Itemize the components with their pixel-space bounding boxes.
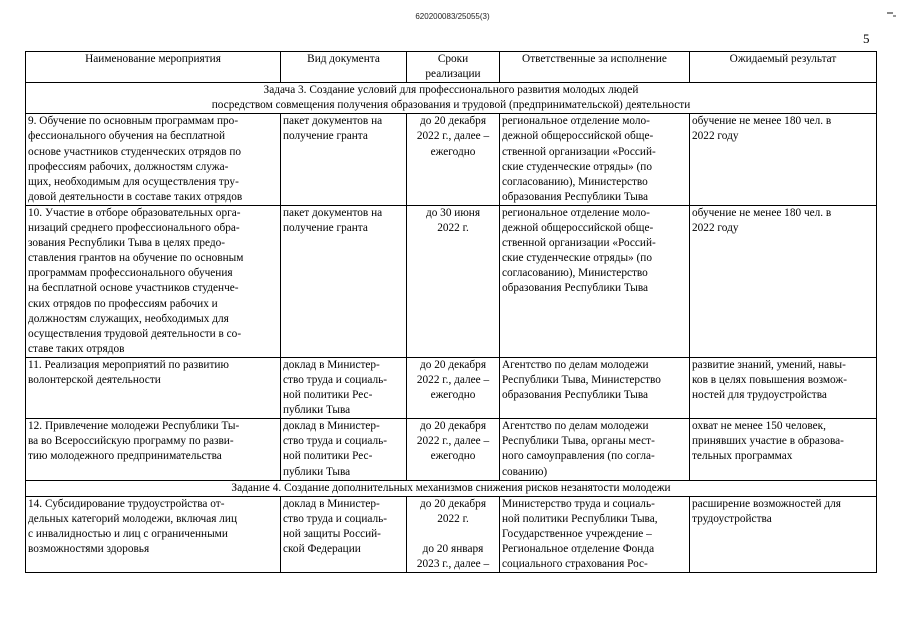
page-number: 5 [863,31,870,46]
scan-speck [893,15,896,17]
activities-table [25,51,877,573]
header-deadline: Сроки реализации [407,52,500,83]
scan-speck [887,12,893,14]
responsible: региональное отделение моло- дежной общероссийской обще- ственной организации «Россий- ские студенческие отряды» (по согласованию), Министерство образования Республики Тыва [500,114,690,206]
document-type: доклад в Министер- ство труда и социаль- ной защиты Россий- ской Федерации [281,496,407,572]
responsible: Министерство труда и социаль- ной политики Республики Тыва, Государственное учреждение – Региональное отделение Фонда социального страхования Рос- [500,496,690,572]
table-row [26,419,877,480]
deadline: до 20 декабря 2022 г., далее – ежегодно [407,114,500,206]
task-row [26,83,877,114]
header-expected-result: Ожидаемый результат [690,52,877,83]
task-3-heading: Задача 3. Создание условий для профессионального развития молодых людей посредством совмещения получения образования и трудовой (предпринимательской) деятельности [26,83,877,114]
document-type: доклад в Министер- ство труда и социаль- ной политики Рес- публики Тыва [281,419,407,480]
activity-name: 14. Субсидирование трудоустройства от- дельных категорий молодежи, включая лиц с инвалидностью и лиц с ограниченными возможностями здоровья [26,496,281,572]
deadline: до 20 декабря 2022 г. до 20 января 2023 г., далее – [407,496,500,572]
activity-name: 9. Обучение по основным программам про- фессионального обучения на бесплатной основе участников студенческих отрядов по профессиям рабочих, должностям служа- щих, необходимым для осуществления тру- довой деятельности в составе таких отрядов [26,114,281,206]
expected-result: охват не менее 150 человек, принявших участие в образова- тельных программах [690,419,877,480]
task-row [26,480,877,496]
deadline: до 20 декабря 2022 г., далее – ежегодно [407,419,500,480]
table-row [26,496,877,572]
responsible: Агентство по делам молодежи Республики Тыва, Министерство образования Республики Тыва [500,357,690,418]
responsible: Агентство по делам молодежи Республики Тыва, органы мест- ного самоуправления (по согла- сованию) [500,419,690,480]
responsible: региональное отделение моло- дежной общероссийской обще- ственной организации «Россий- ские студенческие отряды» (по согласованию), Министерство образования Республики Тыва [500,205,690,357]
expected-result: обучение не менее 180 чел. в 2022 году [690,205,877,357]
expected-result: обучение не менее 180 чел. в 2022 году [690,114,877,206]
header-document-type: Вид документа [281,52,407,83]
deadline: до 30 июня 2022 г. [407,205,500,357]
table-row [26,357,877,418]
header-responsible: Ответственные за исполнение [500,52,690,83]
activity-name: 11. Реализация мероприятий по развитию волонтерской деятельности [26,357,281,418]
expected-result: развитие знаний, умений, навы- ков в целях повышения возмож- ностей для трудоустройства [690,357,877,418]
document-type: доклад в Министер- ство труда и социаль- ной политики Рес- публики Тыва [281,357,407,418]
table-row [26,205,877,357]
activity-name: 12. Привлечение молодежи Республики Ты- ва во Всероссийскую программу по разви- тию молодежного предпринимательства [26,419,281,480]
table-row [26,114,877,206]
document-code: 620200083/25055(3) [415,12,490,21]
task-4-heading: Задание 4. Создание дополнительных механизмов снижения рисков незанятости молодежи [26,480,877,496]
table-header-row [26,52,877,83]
deadline: до 20 декабря 2022 г., далее – ежегодно [407,357,500,418]
document-type: пакет документов на получение гранта [281,205,407,357]
document-type: пакет документов на получение гранта [281,114,407,206]
header-activity-name: Наименование мероприятия [26,52,281,83]
expected-result: расширение возможностей для трудоустройства [690,496,877,572]
activity-name: 10. Участие в отборе образовательных орга- низаций среднего профессионального обра- зования Республики Тыва в целях предо- ставления грантов на обучение по основным программам профессионального обучения на бесплатной основе участников студенче- ских отрядов по профессиям рабочих и должностям служащих, необходимых для осуществления трудовой деятельности в со- ставе таких отрядов [26,205,281,357]
